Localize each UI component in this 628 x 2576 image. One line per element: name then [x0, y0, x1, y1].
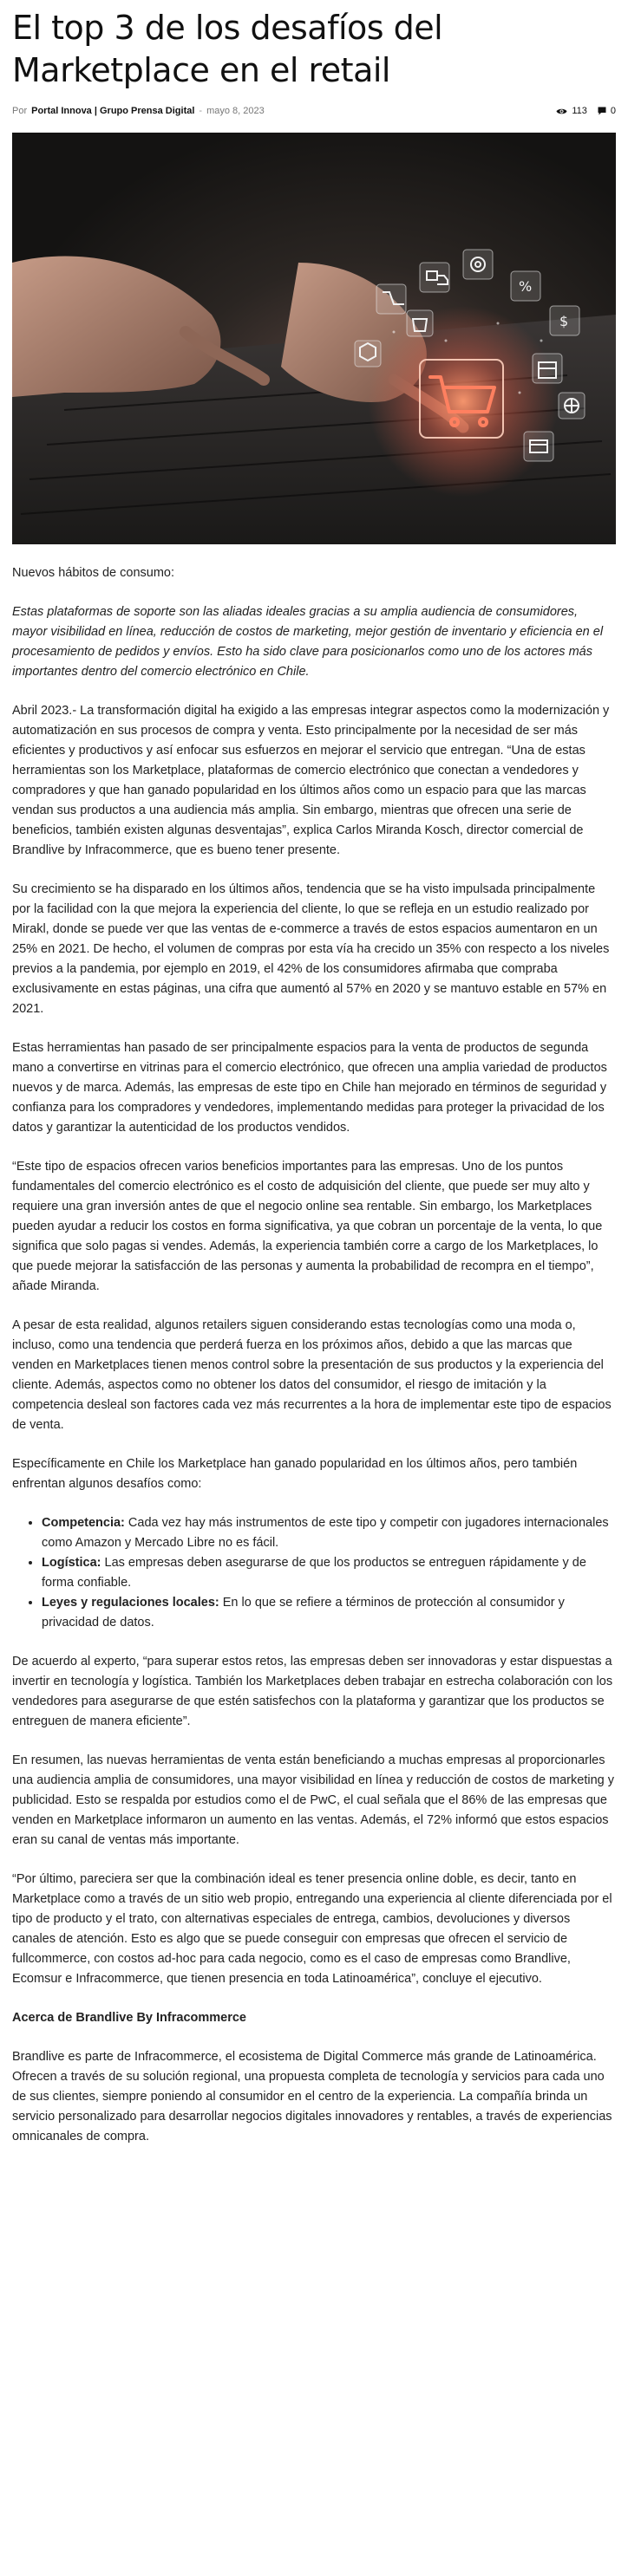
paragraph: Específicamente en Chile los Marketplace han ganado popularidad en los últimos años, pero también enfrentan algunos desafíos como:: [12, 1457, 578, 1491]
paragraph: “Este tipo de espacios ofrecen varios beneficios importantes para las empresas. Uno de los puntos fundamentales del comercio electrónico es el costo de adquisición del cliente, que puede ser muy alto y requiere una gran inversión antes de que el negocio online sea rentable. Sin embargo, los Marketplaces pueden ayudar a reducir los costos en forma significativa, ya que cobran un porcentaje de la venta, lo que significa que solo pagas si vendes. Además, la experiencia también corre a cargo de los Marketplaces, lo que puede mejorar la satisfacción de las personas y aumenta la probabilidad de recompra en el tiempo”, añade Miranda.: [12, 1160, 603, 1293]
byline-separator: -: [199, 106, 203, 116]
eye-icon: [556, 107, 567, 115]
svg-text:$: $: [559, 313, 569, 329]
list-item-term: Competencia:: [42, 1516, 125, 1530]
paragraph: De acuerdo al experto, “para superar estos retos, las empresas deben ser innovadoras y estar dispuestas a invertir en tecnología y logística. También los Marketplaces deben trabajar en estrecha colaboración con los vendedores para asegurarse de que estén satisfechos con la plataforma y garantizar que los productos se entreguen de manera eficiente”.: [12, 1655, 613, 1728]
paragraph: Brandlive es parte de Infracommerce, el ecosistema de Digital Commerce más grande de Latinoamérica. Ofrecen a través de su solución regional, una propuesta completa de tecnología y servicios para cada uno de sus clientes, siempre poniendo al consumidor en el centro de la experiencia. La compañía brinda un servicio personalizado para desarrollar negocios digitales innovadores y rentables, a través de experiencias omnicanales de compra.: [12, 2050, 612, 2143]
list-item-text: En lo que se refiere a términos de protección al consumidor y privacidad de datos.: [42, 1596, 565, 1630]
article-title: El top 3 de los desafíos del Marketplace en el retail: [12, 9, 443, 89]
hero-image: [12, 133, 616, 544]
paragraph: Nuevos hábitos de consumo:: [12, 566, 174, 580]
list-item-text: Cada vez hay más instrumentos de este tipo y competir con jugadores internacionales como Amazon y Mercado Libre no es fácil.: [42, 1516, 609, 1550]
paragraph: Su crecimiento se ha disparado en los últimos años, tendencia que se ha visto impulsada principalmente por la facilidad con la que mejora la experiencia del cliente, lo que se refleja en un estudio realizado por Mirakl, donde se puede ver que las ventas de e-commerce a través de estos espacios aumentaron en un 25% en 2021. De hecho, el volumen de compras por esta vía ha crecido un 35% con respecto a los niveles previos a la pandemia, por ejemplo en 2019, el 42% de los consumidores afirmaba que compraba exclusivamente en estas páginas, una cifra que aumentó al 57% en 2020 y se mantuvo estable en 57% en 2021.: [12, 882, 610, 1016]
views-count: 113: [572, 106, 587, 116]
comment-icon: [598, 107, 606, 115]
views-stat: [556, 106, 587, 116]
paragraph: “Por último, pareciera ser que la combinación ideal es tener presencia online doble, es decir, tanto en Marketplace como a través de un sitio web propio, entregando una experiencia al cliente diferenciada por el tipo de producto y el trato, con alternativas especiales de entrega, cambios, devoluciones y diversos canales de atención. Esto es algo que se puede conseguir con empresas que ofrecen el servicio de fullcommerce, con costos ad-hoc para cada negocio, como es el caso de empresas como Brandlive, Ecomsur e Infracommerce, que tienen presencia en toda Latinoamérica”, concluye el ejecutivo.: [12, 1872, 612, 1986]
byline: [12, 106, 265, 116]
paragraph: A pesar de esta realidad, algunos retailers siguen considerando estas tecnologías como una moda o, incluso, como una tendencia que perderá fuerza en los próximos años, debido a que las marcas que venden en Marketplaces tienen menos control sobre la presentación de sus productos y la experiencia del cliente. Además, aspectos como no obtener los datos del consumidor, el riesgo de imitación y la competencia desleal son factores cada vez más recurrentes a la hora de implementar este tipo de espacios de venta.: [12, 1318, 612, 1432]
article-body: [12, 563, 616, 2147]
paragraph: Estas herramientas han pasado de ser principalmente espacios para la venta de productos de segunda mano a convertirse en vitrinas para el comercio electrónico, que ofrecen una amplia variedad de productos nuevos y de marca. Además, las empresas de este tipo en Chile han mejorado en términos de seguridad y confianza para los compradores y vendedores, implementando medidas para proteger la privacidad de los datos y garantizar la autenticidad de los productos vendidos.: [12, 1041, 607, 1135]
by-label: Por: [12, 106, 28, 116]
list-item-term: Logística:: [42, 1556, 101, 1570]
article-stats: [556, 106, 616, 116]
svg-text:%: %: [519, 278, 533, 295]
list-item-text: Las empresas deben asegurarse de que los productos se entreguen rápidamente y de forma confiable.: [42, 1556, 586, 1590]
comments-stat[interactable]: [598, 106, 616, 116]
publish-date: mayo 8, 2023: [206, 106, 265, 116]
paragraph: En resumen, las nuevas herramientas de venta están beneficiando a muchas empresas al proporcionarles una audiencia amplia de consumidores, una mayor visibilidad en línea y reducción de costos de marketing y publicidad. Esto se respalda por estudios como el de PwC, el cual señala que el 86% de las empresas que venden en Marketplace informaron un aumento en las ventas. Además, el 72% informó que estos espacios eran su canal de ventas más importante.: [12, 1753, 614, 1847]
list-item: [42, 1593, 616, 1633]
paragraph: Abril 2023.- La transformación digital ha exigido a las empresas integrar aspectos como la modernización y automatización en sus procesos de compra y venta. Esto principalmente por la necesidad de ser más eficientes y productivos y así enfocar sus esfuerzos en mejorar el servicio que entregan. “Una de estas herramientas son los Marketplace, plataformas de comercio electrónico que conectan a vendedores y compradores y que han ganado popularidad en los últimos años como un espacio para que las marcas vendan sus productos a una audiencia más amplia. Sin embargo, mientras que ofrecen una serie de beneficios, también existen algunas desventajas”, explica Carlos Miranda Kosch, director comercial de Brandlive by Infracommerce, que es bueno tener presente.: [12, 704, 610, 857]
list-item: [42, 1513, 616, 1553]
list-item-term: Leyes y regulaciones locales:: [42, 1596, 219, 1610]
challenges-list: [12, 1513, 616, 1633]
lead-paragraph: Estas plataformas de soporte son las aliadas ideales gracias a su amplia audiencia de consumidores, mayor visibilidad en línea, reducción de costos de marketing, mejor gestión de inventario y eficiencia en el procesamiento de pedidos y envíos. Esto ha sido clave para posicionarlos como uno de los actores más importantes dentro del comercio electrónico en Chile.: [12, 605, 604, 679]
list-item: [42, 1553, 616, 1593]
author-link[interactable]: Portal Innova | Grupo Prensa Digital: [31, 106, 195, 116]
article-meta: [12, 102, 616, 120]
about-heading: Acerca de Brandlive By Infracommerce: [12, 2011, 246, 2025]
comments-count: 0: [610, 106, 616, 116]
